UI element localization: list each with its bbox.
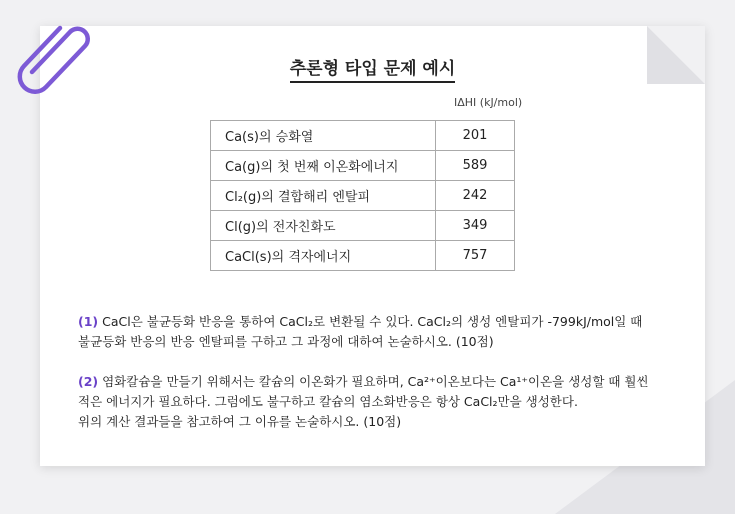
question-text-line: 불균등화 반응의 반응 엔탈피를 구하고 그 과정에 대하여 논술하시오. (10점) bbox=[78, 334, 494, 349]
table-cell-value: 242 bbox=[436, 181, 515, 211]
question-1 bbox=[78, 312, 698, 352]
table-cell-name: Cl(g)의 전자친화도 bbox=[211, 211, 436, 241]
question-number: (2) bbox=[78, 374, 99, 389]
table-row bbox=[211, 121, 515, 151]
table-cell-value: 757 bbox=[436, 241, 515, 271]
question-text-line: 위의 계산 결과들을 참고하여 그 이유를 논술하시오. (10점) bbox=[78, 414, 402, 429]
question-2 bbox=[78, 372, 698, 432]
question-list bbox=[78, 312, 698, 432]
table-row bbox=[211, 181, 515, 211]
paperclip-icon bbox=[8, 6, 104, 102]
table-cell-value: 201 bbox=[436, 121, 515, 151]
table-cell-name: CaCl(s)의 격자에너지 bbox=[211, 241, 436, 271]
question-text-line: 염화칼슘을 만들기 위해서는 칼슘의 이온화가 필요하며, Ca²⁺이온보다는 Ca¹⁺이온을 생성할 때 훨씬 bbox=[102, 374, 649, 389]
page-title: 추론형 타입 문제 예시 bbox=[40, 54, 705, 79]
question-number: (1) bbox=[78, 314, 99, 329]
table-cell-value: 589 bbox=[436, 151, 515, 181]
table-cell-name: Cl₂(g)의 결합해리 엔탈피 bbox=[211, 181, 436, 211]
table-row bbox=[211, 241, 515, 271]
question-text-line: CaCl은 불균등화 반응을 통하여 CaCl₂로 변환될 수 있다. CaCl₂의 생성 엔탈피가 -799kJ/mol일 때 bbox=[102, 314, 643, 329]
table-cell-name: Ca(s)의 승화열 bbox=[211, 121, 436, 151]
unit-label: ΙΔΗΙ (kJ/mol) bbox=[454, 96, 523, 109]
enthalpy-table bbox=[210, 120, 515, 271]
table-cell-value: 349 bbox=[436, 211, 515, 241]
document-paper bbox=[40, 26, 705, 466]
table-row bbox=[211, 211, 515, 241]
question-text-line: 적은 에너지가 필요하다. 그럼에도 불구하고 칼슘의 염소화반응은 항상 CaCl₂만을 생성한다. bbox=[78, 394, 578, 409]
table-row bbox=[211, 151, 515, 181]
table-cell-name: Ca(g)의 첫 번째 이온화에너지 bbox=[211, 151, 436, 181]
